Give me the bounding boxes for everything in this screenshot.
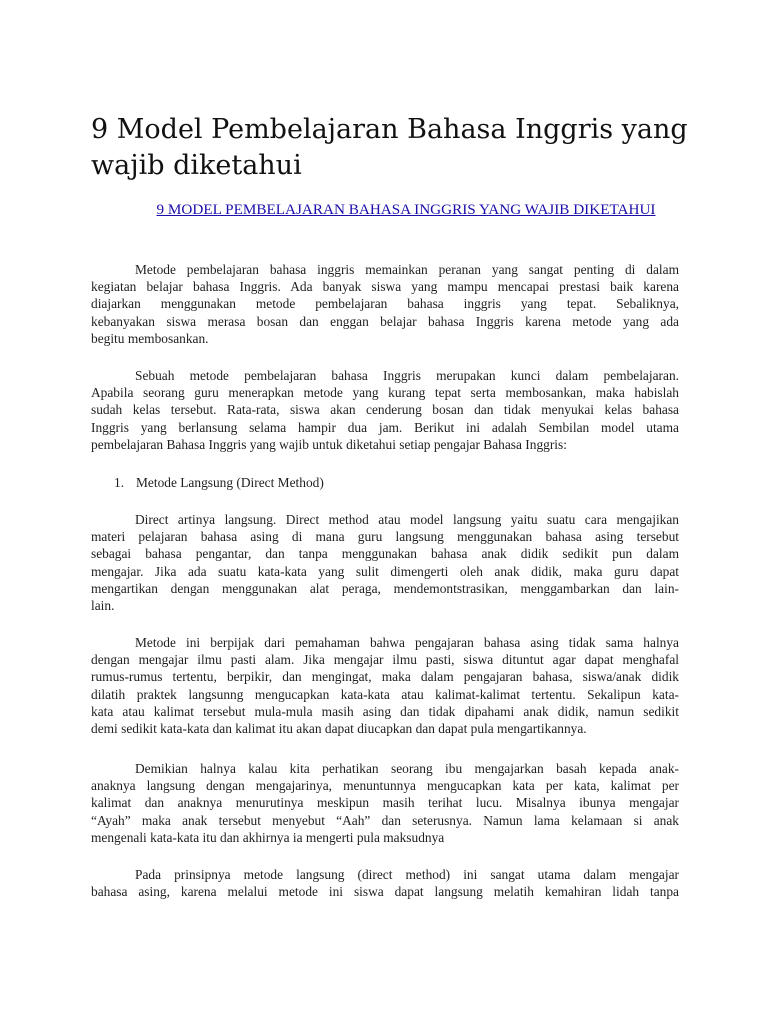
paragraph-line: demi sedikit kata-kata dan kalimat itu akan dapat diucapkan dan dapat pula mengartikannya.	[91, 720, 587, 736]
paragraph-line: mengenali kata-kata itu dan akhirnya ia mengerti pula maksudnya	[91, 829, 445, 845]
paragraph-line: Metode ini berpijak dari pemahaman bahwa pengajaran bahasa asing tidak sama halnya	[135, 635, 679, 650]
heading-link[interactable]: 9 MODEL PEMBELAJARAN BAHASA INGGRIS YANG WAJIB DIKETAHUI	[156, 201, 656, 218]
paragraph-line: Direct artinya langsung. Direct method atau model langsung yaitu suatu cara mengajikan	[135, 512, 679, 527]
paragraph-line: diajarkan menggunakan metode pembelajaran bahasa inggris yang tepat. Sebaliknya,	[91, 296, 679, 312]
paragraph-line: Demikian halnya kalau kita perhatikan seorang ibu mengajarkan basah kepada anak-	[135, 761, 679, 776]
paragraph-line: lain.	[91, 597, 115, 613]
list-item-text: Metode Langsung (Direct Method)	[136, 475, 324, 490]
paragraph-line: mengajar. Jika ada suatu kata-kata yang sulit dimengerti oleh anak didik, maka guru dapat	[91, 563, 679, 579]
paragraph-line: Apabila seorang guru menerapkan metode yang kurang tepat serta membosankan, maka habislah	[91, 385, 679, 401]
paragraph-line: dengan mengajar ilmu pasti alam. Jika mengajar ilmu pasti, siswa dituntut agar dapat menghafal	[91, 652, 679, 668]
paragraph-line: anaknya langsung dengan mengajarinya, menuntunnya mengucapkan kata per kata, kalimat per	[91, 778, 679, 794]
paragraph-line: kata atau kalimat tersebut mula-mula masih asing dan tidak dipahami anak didik, namun sedikit	[91, 703, 679, 719]
paragraph-6	[91, 866, 679, 900]
paragraph-line: begitu membosankan.	[91, 330, 209, 346]
paragraph-line: materi pelajaran bahasa asing di mana guru langsung menggunakan bahasa asing tersebut	[91, 529, 679, 545]
paragraph-line: pembelajaran Bahasa Inggris yang wajib untuk diketahui setiap pengajar Bahasa Inggris:	[91, 436, 567, 452]
list-number: 1.	[114, 475, 125, 490]
paragraph-line: rumus-rumus tertentu, berpikir, dan mengingat, maka dalam pengajaran bahasa, siswa/anak didik	[91, 669, 679, 685]
paragraph-5	[91, 760, 679, 846]
paragraph-line: Metode pembelajaran bahasa inggris memainkan peranan yang sangat penting di dalam	[135, 262, 679, 277]
paragraph-4	[91, 634, 679, 737]
paragraph-line: kebanyakan siswa merasa bosan dan enggan belajar bahasa Inggris karena metode yang ada	[91, 313, 679, 329]
paragraph-line: sebagai bahasa pengantar, dan tanpa menggunakan bahasa anak didik sedikit pun dalam	[91, 546, 679, 562]
paragraph-line: mengartikan dengan menggunakan alat peraga, mendemontstrasikan, menggambarkan dan lain-	[91, 580, 679, 596]
paragraph-line: Pada prinsipnya metode langsung (direct method) ini sangat utama dalam mengajar	[135, 867, 679, 882]
list-item	[114, 474, 324, 491]
paragraph-line: kalimat dan anaknya menurutinya meskipun masih terihat lucu. Misalnya ibunya mengajar	[91, 795, 679, 811]
paragraph-3	[91, 511, 679, 614]
paragraph-line: sudah kelas tersebut. Rata-rata, siswa akan cenderung bosan dan tidak menyukai kelas bahasa	[91, 402, 679, 418]
paragraph-2	[91, 367, 679, 453]
paragraph-line: bahasa asing, karena melalui metode ini siswa dapat langsung melatih kemahiran lidah tanpa	[91, 884, 679, 900]
paragraph-line: “Ayah” maka anak tersebut menyebut “Aah” dan seterusnya. Namun lama kelamaan si anak	[91, 812, 679, 828]
paragraph-line: dilatih praktek langsunng mengucapkan kata-kata atau kalimat-kalimat tertentu. Sekalipun kata-	[91, 686, 679, 702]
paragraph-line: Sebuah metode pembelajaran bahasa Inggris merupakan kunci dalam pembelajaran.	[135, 368, 679, 383]
document-title: 9 Model Pembelajaran Bahasa Inggris yang wajib diketahui	[91, 114, 688, 181]
paragraph-line: kegiatan belajar bahasa Inggris. Ada banyak siswa yang mampu mencapai prestasi baik karena	[91, 279, 679, 295]
paragraph-1	[91, 261, 679, 347]
paragraph-line: Inggris yang berlansung selama hampir dua jam. Berikut ini adalah Sembilan model utama	[91, 419, 679, 435]
